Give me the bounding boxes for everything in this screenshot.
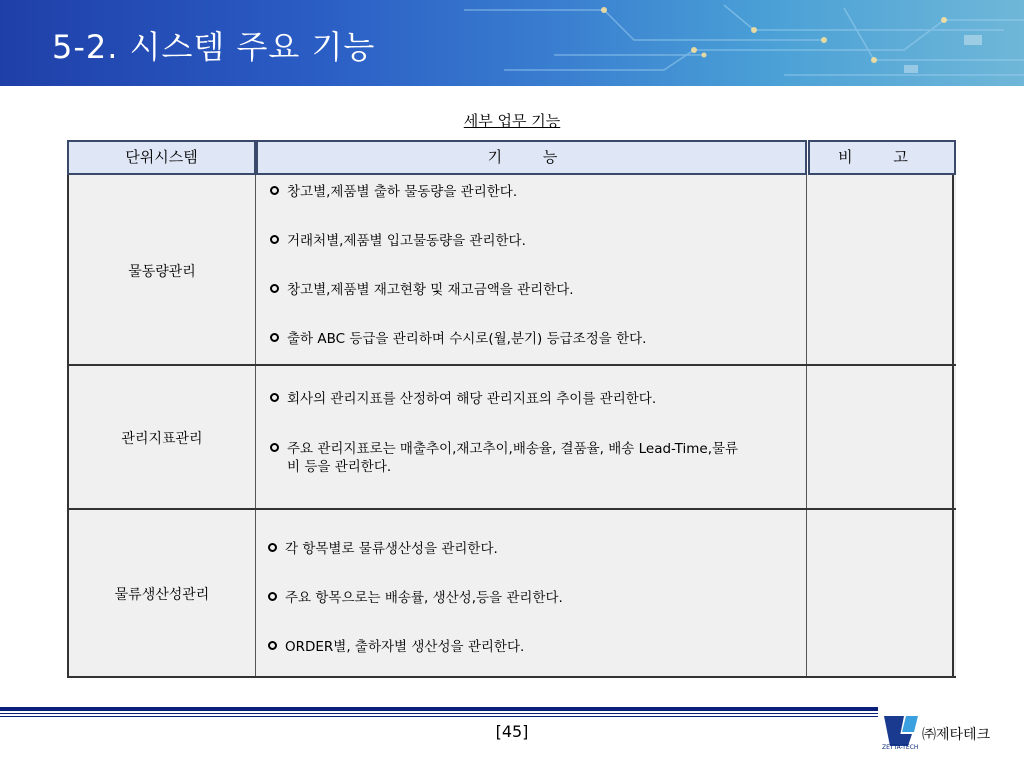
list-item: 거래처별,제품별 입고물동량을 관리한다. [270, 232, 796, 250]
bullet-icon [268, 592, 277, 601]
bullet-icon [270, 186, 279, 195]
bullet-icon [270, 443, 279, 452]
list-item: 창고별,제품별 재고현황 및 재고금액을 관리한다. [270, 281, 796, 299]
unit-cell: 물류생산성관리 [67, 510, 256, 678]
function-table [67, 140, 956, 678]
footer-rule [0, 707, 878, 711]
table-row [67, 175, 956, 366]
list-item: 주요 항목으로는 배송률, 생산성,등을 관리한다. [268, 589, 796, 607]
function-cell [256, 175, 807, 366]
company-name: ㈜제타테크 [922, 727, 991, 743]
unit-cell: 물동량관리 [67, 175, 256, 366]
bullet-icon [270, 284, 279, 293]
list-item: ORDER별, 출하자별 생산성을 관리한다. [268, 638, 796, 656]
list-item: 회사의 관리지표를 산정하여 해당 관리지표의 추이를 관리한다. [270, 390, 796, 408]
function-cell [256, 366, 807, 510]
header-banner [0, 0, 1024, 86]
row-divider [67, 676, 956, 678]
bullet-icon [270, 393, 279, 402]
bullet-icon [268, 641, 277, 650]
list-item: 창고별,제품별 출하 물동량을 관리한다. [270, 183, 796, 201]
table-header-row [67, 140, 956, 175]
table-row [67, 510, 956, 678]
bullet-icon [270, 333, 279, 342]
note-cell [807, 510, 954, 678]
section-title: 세부 업무 기능 [463, 112, 561, 130]
list-item: 주요 관리지표로는 매출추이,재고추이,배송율, 결품율, 배송 Lead-Time,물류비 등을 관리한다. [270, 440, 746, 476]
note-cell [807, 175, 954, 366]
unit-cell: 관리지표관리 [67, 366, 256, 510]
column-header-function: 기 능 [256, 140, 807, 175]
banner-divider [0, 86, 1024, 89]
footer-rule [0, 713, 878, 714]
bullet-icon [270, 235, 279, 244]
list-item: 출하 ABC 등급을 관리하며 수시로(월,분기) 등급조정을 한다. [270, 330, 796, 348]
page-number: [45] [495, 722, 529, 741]
note-cell [807, 366, 954, 510]
column-header-unit: 단위시스템 [67, 140, 256, 175]
column-header-note: 비 고 [808, 140, 956, 175]
list-item: 각 항목별로 물류생산성을 관리한다. [268, 540, 796, 558]
function-cell [256, 510, 807, 678]
page-title: 5-2. 시스템 주요 기능 [52, 28, 376, 66]
table-row [67, 366, 956, 510]
logo-caption: ZETTA-TECH [882, 744, 919, 751]
bullet-icon [268, 543, 277, 552]
circuit-background-icon [404, 0, 1024, 86]
footer-rule [0, 716, 878, 717]
